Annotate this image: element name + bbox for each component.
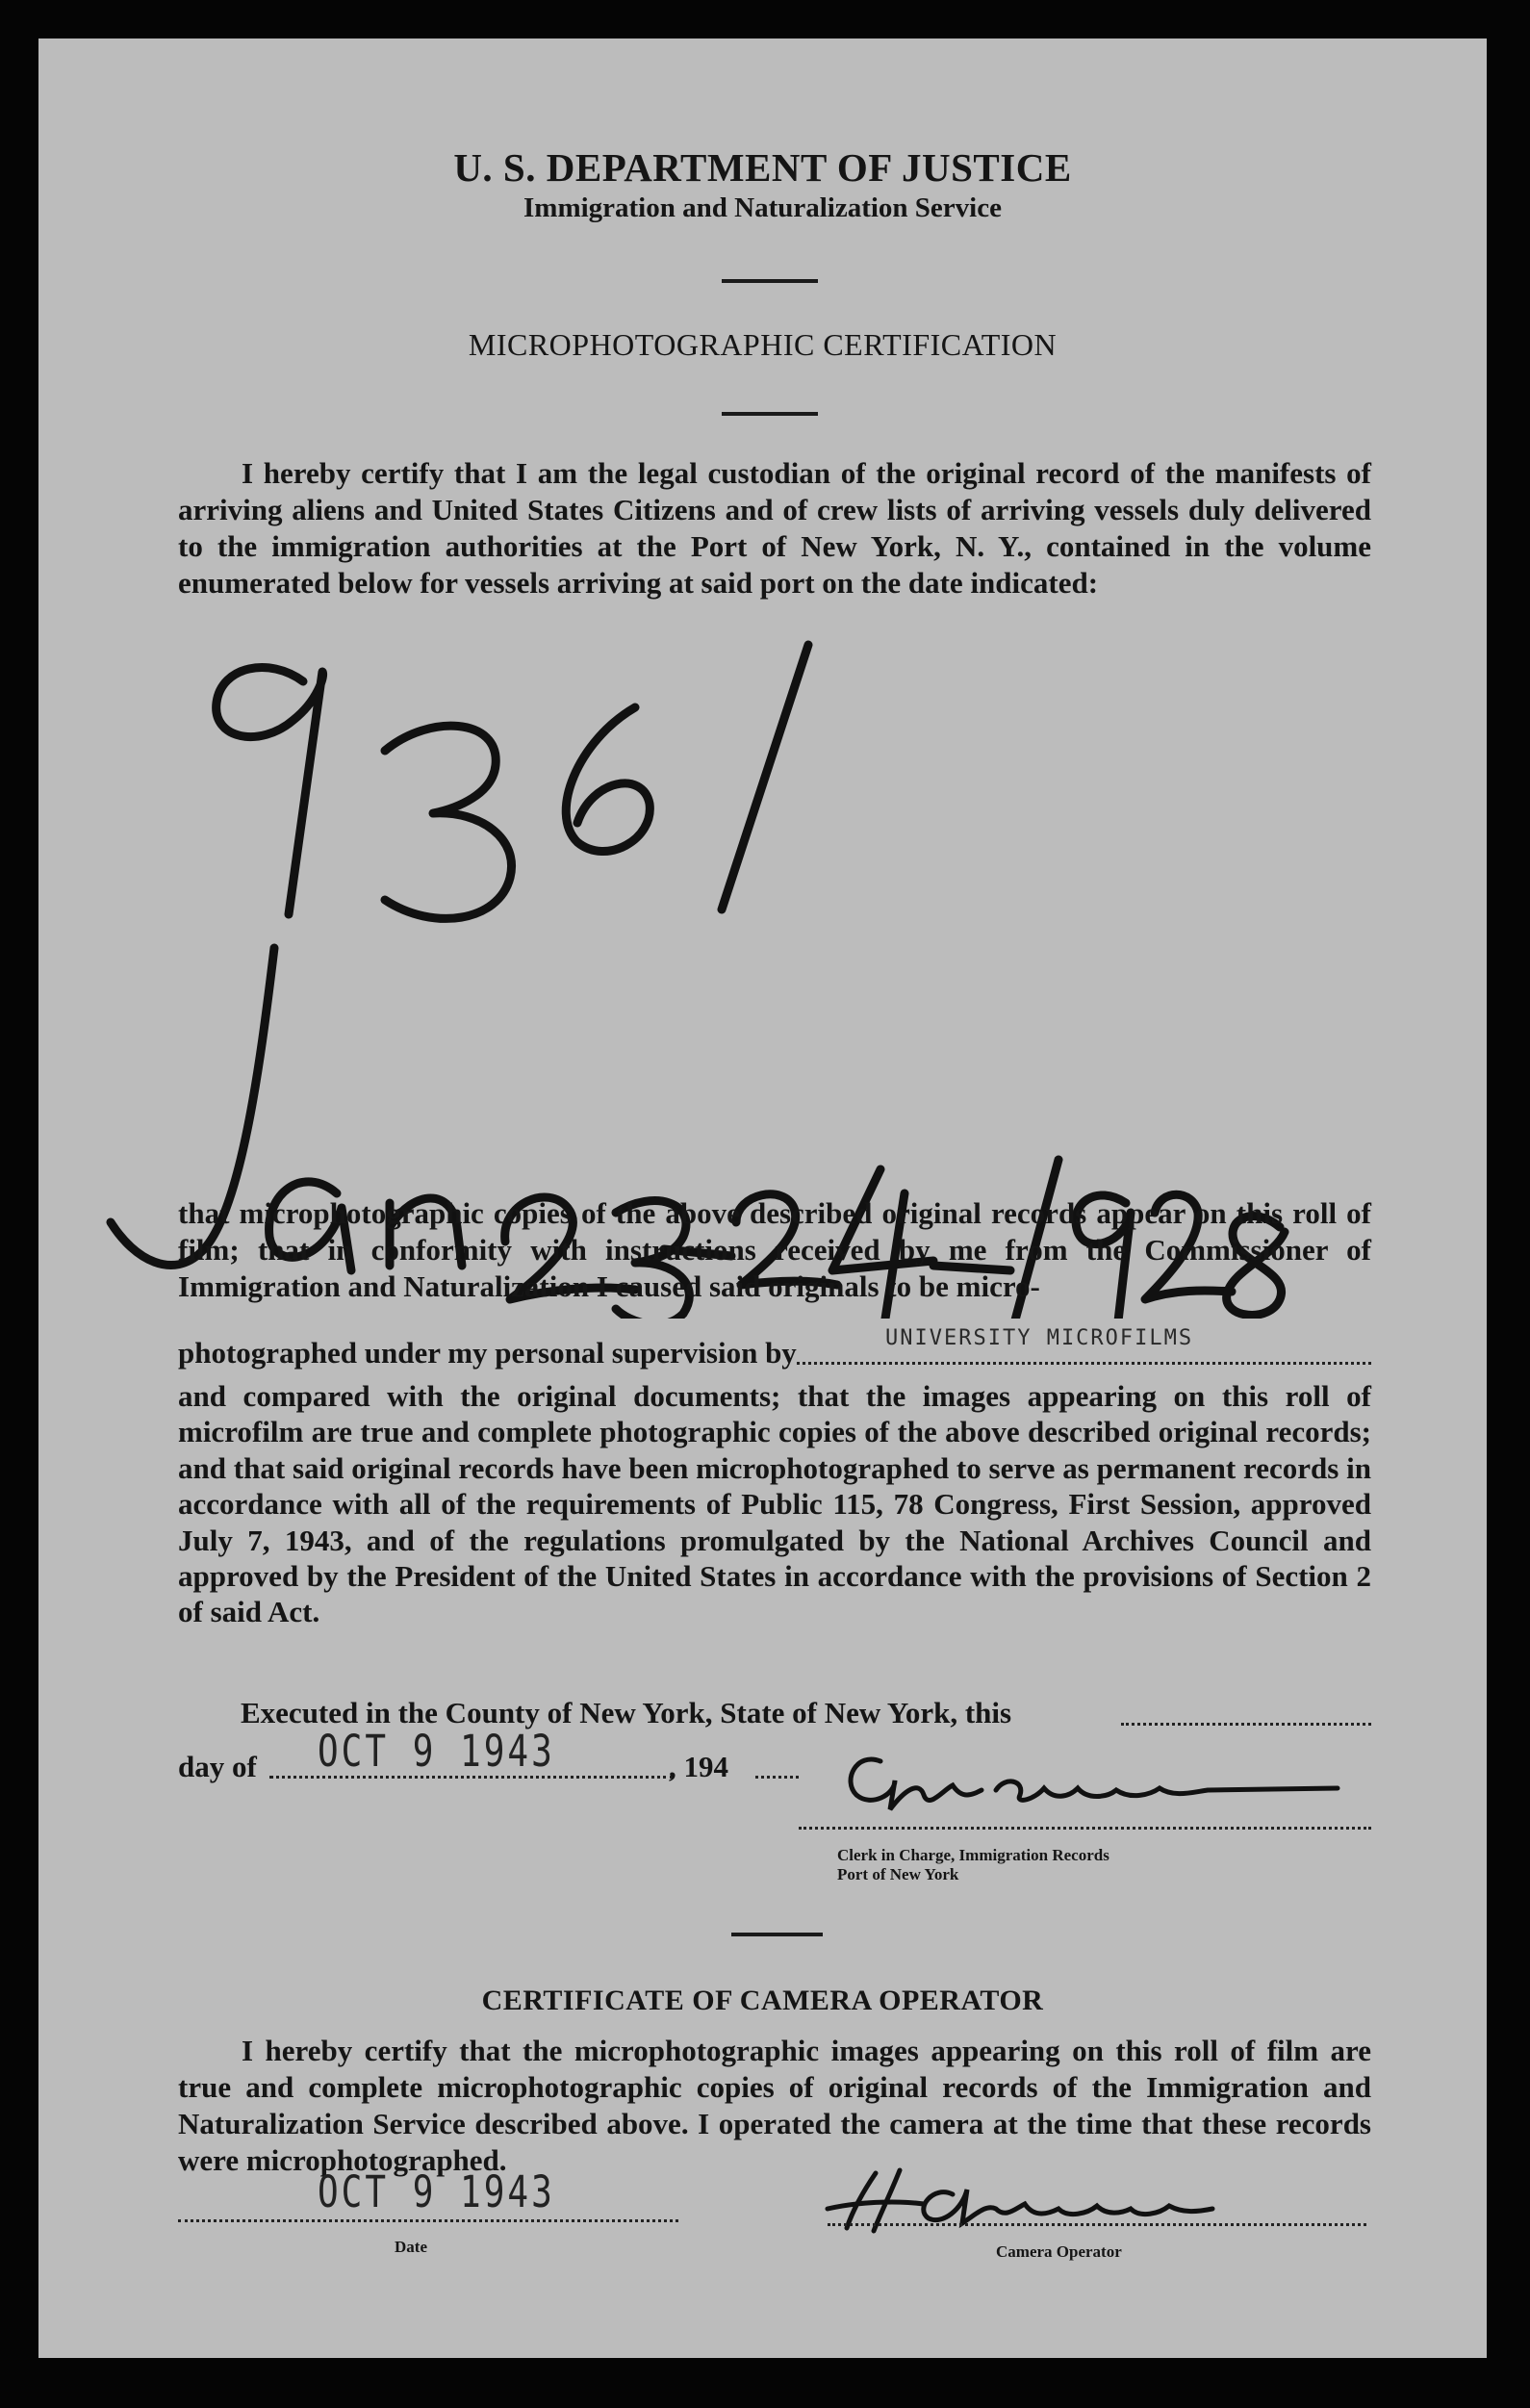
camera-operator-label: Camera Operator [996,2242,1122,2261]
digit-3-stroke [385,726,512,918]
year-line [755,1776,799,1779]
day-of-label: day of [178,1750,257,1783]
date-label: Date [395,2238,427,2256]
executed-text: Executed in the County of New York, State of New York, this [241,1696,1012,1729]
clerk-title-line2: Port of New York [837,1865,959,1883]
comparison-paragraph: and compared with the original documents; that the images appearing on this roll of microfilm are true and complete photographic copies of the above described original records; and that said original records have been microphotographed to serve as permanent records in accordance with all of the requirements of Public 115, 78 Congress, First Session, approved July 7, 1943, and of the regulations promulgated by the National Archives Council and approved by the President of the United States in accordance with the provisions of Section 2 of said Act. [178,1379,1371,1629]
photographed-by-label: photographed under my personal supervision by [178,1336,797,1370]
camera-operator-line [828,2223,1366,2226]
digit-6-stroke [566,707,650,852]
section-title: MICROPHOTOGRAPHIC CERTIFICATION [468,327,1058,362]
camera-date-stamp: OCT 9 1943 [318,2167,555,2218]
certificate-page [38,38,1487,2358]
service-subtitle: Immigration and Naturalization Service [523,192,1002,223]
year-prefix: , 194 [669,1750,728,1783]
department-title: U. S. DEPARTMENT OF JUSTICE [453,145,1072,190]
clerk-title [837,1846,1109,1884]
signature-stroke [996,1781,1338,1800]
divider [722,412,818,416]
operator-signature [808,2165,1309,2238]
executed-day-line [1121,1723,1371,1726]
clerk-signature [828,1742,1347,1819]
camera-date-line [178,2219,678,2222]
clerk-signature-line [799,1827,1371,1830]
photographed-by-line [797,1362,1371,1365]
signature-stroke [924,2190,1212,2223]
signature-stroke [828,2170,924,2231]
copies-paragraph: that microphotographic copies of the above described original records appear on this roll of film; that in conformity with instructions received by me from the Commissioner of Immigration and Naturalization I caused said originals to be micro- [178,1196,1371,1303]
photographed-by-stamp: UNIVERSITY MICROFILMS [885,1326,1194,1350]
divider [731,1933,823,1936]
digit-1-stroke [722,645,808,909]
clerk-title-line1: Clerk in Charge, Immigration Records [837,1846,1109,1864]
execution-date-stamp: OCT 9 1943 [318,1727,555,1778]
camera-operator-paragraph: I hereby certify that the microphotographic images appearing on this roll of film are true and complete microphotographic copies of original records of the Immigration and Naturalization Service described above. I operated the camera at the time that these records were microphotographed. [178,2034,1371,2177]
custodian-paragraph: I hereby certify that I am the legal custodian of the original record of the manifests of arriving aliens and United States Citizens and of crew lists of arriving vessels duly delivered to the immigration authorities at the Port of New York, N. Y., contained in the volume enumerated below for vessels arriving at said port on the date indicated: [178,456,1371,600]
camera-operator-heading: CERTIFICATE OF CAMERA OPERATOR [481,1985,1044,2016]
digit-9-stroke [217,668,323,914]
divider [722,279,818,283]
signature-stroke [851,1759,982,1809]
